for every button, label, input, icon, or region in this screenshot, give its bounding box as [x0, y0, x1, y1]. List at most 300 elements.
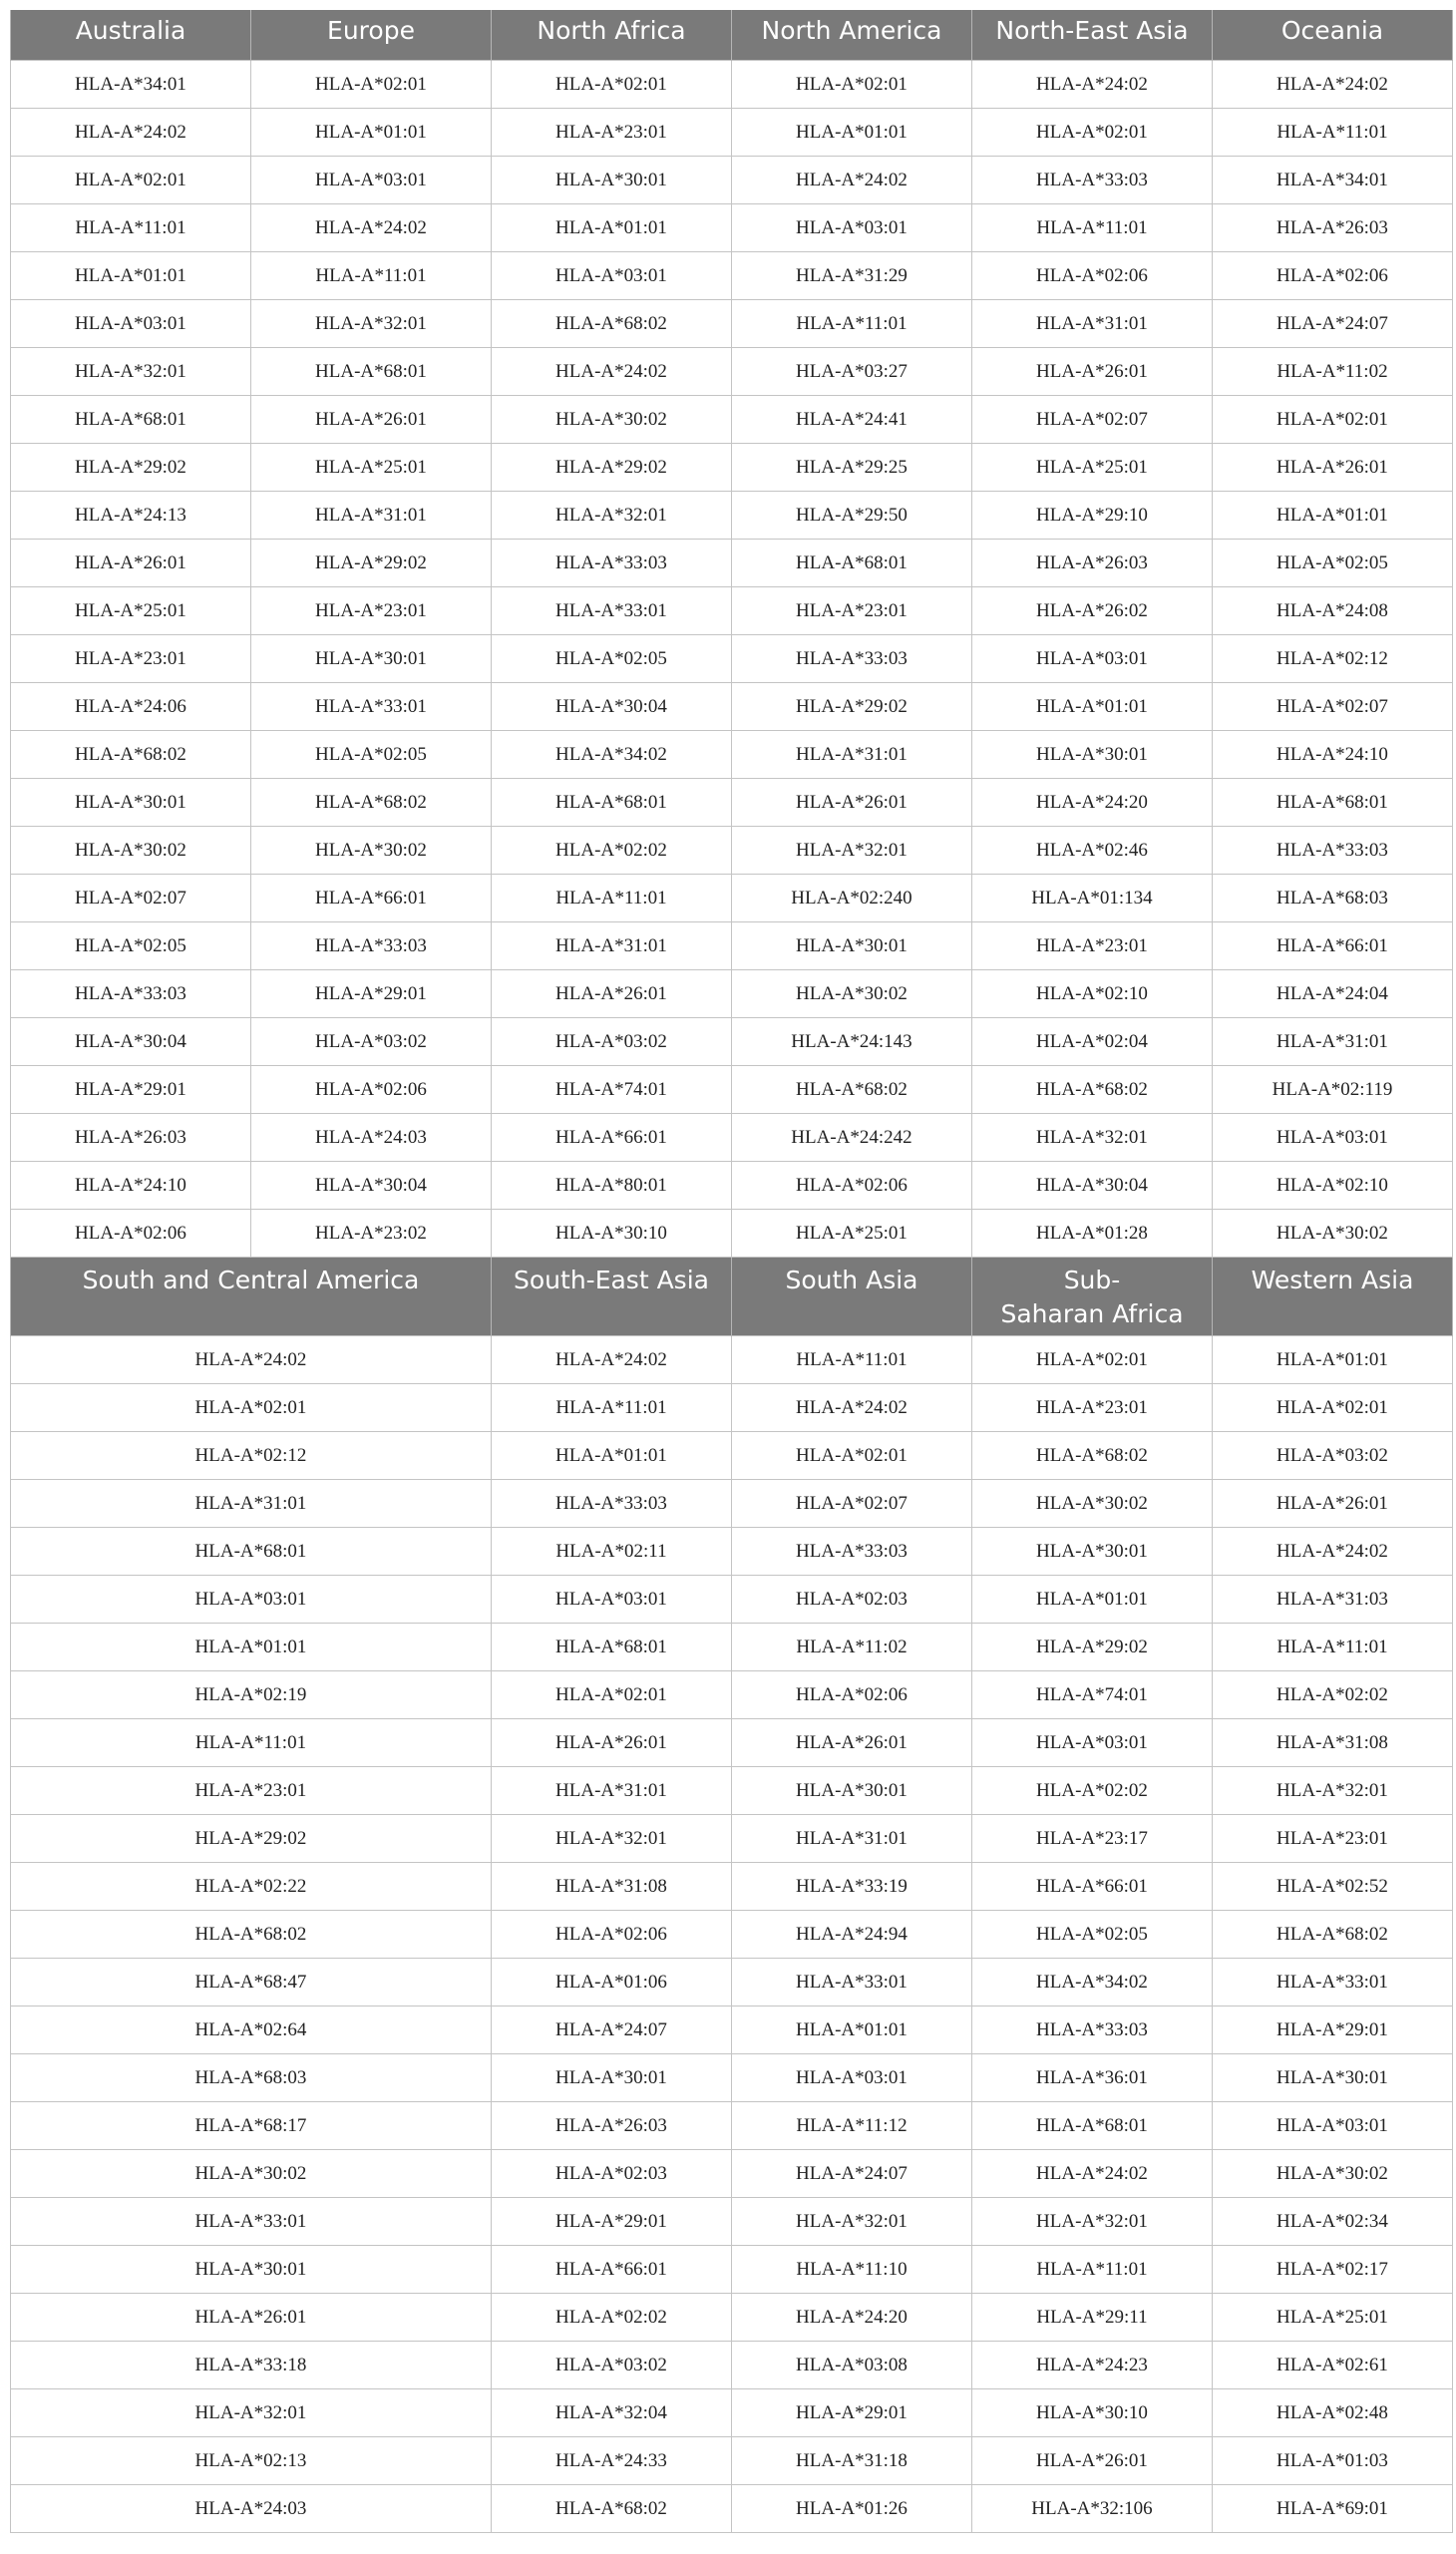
allele-cell: HLA-A*33:03: [732, 635, 972, 683]
allele-cell: HLA-A*24:07: [492, 2007, 732, 2054]
allele-cell: HLA-A*33:19: [732, 1863, 972, 1911]
allele-cell: HLA-A*31:01: [1213, 1018, 1453, 1066]
allele-cell: HLA-A*11:01: [732, 300, 972, 348]
allele-cell: HLA-A*01:01: [732, 109, 972, 157]
allele-cell: HLA-A*02:05: [492, 635, 732, 683]
table-row: [11, 1210, 1453, 1258]
allele-cell: HLA-A*02:05: [1213, 540, 1453, 587]
allele-cell: HLA-A*02:119: [1213, 1066, 1453, 1114]
allele-cell: HLA-A*02:03: [492, 2150, 732, 2198]
allele-cell: HLA-A*30:02: [492, 396, 732, 444]
allele-cell: HLA-A*30:01: [1213, 2054, 1453, 2102]
allele-cell: HLA-A*02:01: [251, 61, 492, 109]
allele-cell: HLA-A*01:01: [972, 1576, 1213, 1624]
allele-cell: HLA-A*24:02: [251, 204, 492, 252]
header-row: [11, 1258, 1453, 1336]
table-row: [11, 2342, 1453, 2389]
allele-cell: HLA-A*02:19: [11, 1671, 492, 1719]
allele-cell: HLA-A*24:242: [732, 1114, 972, 1162]
table-row: [11, 300, 1453, 348]
allele-cell: HLA-A*02:61: [1213, 2342, 1453, 2389]
table-row: [11, 1336, 1453, 1384]
allele-cell: HLA-A*02:02: [492, 827, 732, 875]
allele-cell: HLA-A*30:01: [972, 1528, 1213, 1576]
allele-cell: HLA-A*68:02: [492, 2485, 732, 2533]
allele-cell: HLA-A*74:01: [972, 1671, 1213, 1719]
allele-cell: HLA-A*29:01: [11, 1066, 251, 1114]
allele-cell: HLA-A*03:01: [1213, 1114, 1453, 1162]
table-row: [11, 2294, 1453, 2342]
allele-cell: HLA-A*33:01: [251, 683, 492, 731]
allele-cell: HLA-A*68:02: [732, 1066, 972, 1114]
allele-cell: HLA-A*30:10: [492, 1210, 732, 1258]
allele-cell: HLA-A*33:03: [972, 2007, 1213, 2054]
table-row: [11, 587, 1453, 635]
allele-cell: HLA-A*02:01: [11, 1384, 492, 1432]
allele-cell: HLA-A*24:08: [1213, 587, 1453, 635]
allele-cell: HLA-A*24:20: [732, 2294, 972, 2342]
table-row: [11, 1018, 1453, 1066]
allele-cell: HLA-A*02:52: [1213, 1863, 1453, 1911]
allele-cell: HLA-A*68:01: [11, 1528, 492, 1576]
hla-allele-table: [10, 10, 1452, 2533]
allele-cell: HLA-A*02:06: [251, 1066, 492, 1114]
allele-cell: HLA-A*01:01: [972, 683, 1213, 731]
allele-cell: HLA-A*26:03: [11, 1114, 251, 1162]
allele-cell: HLA-A*03:02: [251, 1018, 492, 1066]
allele-cell: HLA-A*24:33: [492, 2437, 732, 2485]
allele-cell: HLA-A*11:01: [732, 1336, 972, 1384]
allele-cell: HLA-A*32:01: [11, 348, 251, 396]
allele-cell: HLA-A*02:64: [11, 2007, 492, 2054]
allele-cell: HLA-A*74:01: [492, 1066, 732, 1114]
allele-cell: HLA-A*31:01: [732, 1815, 972, 1863]
allele-cell: HLA-A*34:02: [492, 731, 732, 779]
allele-cell: HLA-A*33:03: [492, 1480, 732, 1528]
allele-cell: HLA-A*31:01: [732, 731, 972, 779]
allele-cell: HLA-A*31:01: [492, 922, 732, 970]
allele-cell: HLA-A*23:01: [11, 635, 251, 683]
allele-cell: HLA-A*68:01: [11, 396, 251, 444]
allele-cell: HLA-A*26:03: [1213, 204, 1453, 252]
allele-cell: HLA-A*24:23: [972, 2342, 1213, 2389]
allele-cell: HLA-A*11:12: [732, 2102, 972, 2150]
allele-cell: HLA-A*24:10: [1213, 731, 1453, 779]
allele-cell: HLA-A*24:04: [1213, 970, 1453, 1018]
allele-cell: HLA-A*32:01: [972, 1114, 1213, 1162]
allele-cell: HLA-A*03:01: [972, 1719, 1213, 1767]
column-header-south-and-central-america: South and Central America: [11, 1258, 492, 1336]
table-row: [11, 540, 1453, 587]
allele-cell: HLA-A*11:01: [492, 1384, 732, 1432]
column-header-north-africa: North Africa: [492, 10, 732, 61]
allele-cell: HLA-A*03:01: [492, 1576, 732, 1624]
allele-cell: HLA-A*01:01: [1213, 1336, 1453, 1384]
allele-cell: HLA-A*36:01: [972, 2054, 1213, 2102]
allele-cell: HLA-A*26:01: [251, 396, 492, 444]
allele-cell: HLA-A*02:01: [492, 61, 732, 109]
allele-cell: HLA-A*68:02: [251, 779, 492, 827]
allele-cell: HLA-A*32:01: [251, 300, 492, 348]
allele-cell: HLA-A*01:01: [251, 109, 492, 157]
allele-cell: HLA-A*24:07: [1213, 300, 1453, 348]
allele-cell: HLA-A*24:20: [972, 779, 1213, 827]
allele-cell: HLA-A*24:02: [972, 61, 1213, 109]
allele-cell: HLA-A*02:22: [11, 1863, 492, 1911]
region-allele-table: [10, 10, 1453, 2533]
table-row: [11, 970, 1453, 1018]
allele-cell: HLA-A*01:01: [732, 2007, 972, 2054]
allele-cell: HLA-A*02:05: [972, 1911, 1213, 1959]
allele-cell: HLA-A*31:01: [972, 300, 1213, 348]
allele-cell: HLA-A*30:02: [972, 1480, 1213, 1528]
table-row: [11, 1671, 1453, 1719]
allele-cell: HLA-A*31:01: [11, 1480, 492, 1528]
allele-cell: HLA-A*25:01: [1213, 2294, 1453, 2342]
allele-cell: HLA-A*11:02: [732, 1624, 972, 1671]
allele-cell: HLA-A*26:01: [492, 970, 732, 1018]
allele-cell: HLA-A*25:01: [251, 444, 492, 492]
allele-cell: HLA-A*30:04: [11, 1018, 251, 1066]
allele-cell: HLA-A*68:02: [492, 300, 732, 348]
allele-cell: HLA-A*11:01: [11, 204, 251, 252]
allele-cell: HLA-A*66:01: [251, 875, 492, 922]
allele-cell: HLA-A*29:02: [251, 540, 492, 587]
column-header-south-asia: South Asia: [732, 1258, 972, 1336]
allele-cell: HLA-A*01:01: [1213, 492, 1453, 540]
table-row: [11, 1719, 1453, 1767]
table-row: [11, 1767, 1453, 1815]
allele-cell: HLA-A*68:02: [11, 731, 251, 779]
allele-cell: HLA-A*29:02: [972, 1624, 1213, 1671]
table-row: [11, 779, 1453, 827]
allele-cell: HLA-A*11:01: [1213, 109, 1453, 157]
allele-cell: HLA-A*24:94: [732, 1911, 972, 1959]
allele-cell: HLA-A*32:01: [972, 2198, 1213, 2246]
allele-cell: HLA-A*24:02: [492, 1336, 732, 1384]
allele-cell: HLA-A*33:01: [492, 587, 732, 635]
allele-cell: HLA-A*11:01: [972, 204, 1213, 252]
allele-cell: HLA-A*02:12: [1213, 635, 1453, 683]
allele-cell: HLA-A*26:01: [732, 1719, 972, 1767]
allele-cell: HLA-A*11:01: [251, 252, 492, 300]
allele-cell: HLA-A*68:02: [1213, 1911, 1453, 1959]
allele-cell: HLA-A*30:04: [972, 1162, 1213, 1210]
allele-cell: HLA-A*26:02: [972, 587, 1213, 635]
allele-cell: HLA-A*24:10: [11, 1162, 251, 1210]
table-row: [11, 2054, 1453, 2102]
table-row: [11, 204, 1453, 252]
allele-cell: HLA-A*23:02: [251, 1210, 492, 1258]
allele-cell: HLA-A*29:02: [492, 444, 732, 492]
allele-cell: HLA-A*68:17: [11, 2102, 492, 2150]
allele-cell: HLA-A*02:01: [492, 1671, 732, 1719]
allele-cell: HLA-A*26:03: [972, 540, 1213, 587]
allele-cell: HLA-A*66:01: [492, 1114, 732, 1162]
allele-cell: HLA-A*02:07: [732, 1480, 972, 1528]
allele-cell: HLA-A*02:10: [972, 970, 1213, 1018]
allele-cell: HLA-A*02:06: [1213, 252, 1453, 300]
allele-cell: HLA-A*24:03: [251, 1114, 492, 1162]
allele-cell: HLA-A*23:01: [11, 1767, 492, 1815]
allele-cell: HLA-A*26:01: [972, 2437, 1213, 2485]
allele-cell: HLA-A*31:29: [732, 252, 972, 300]
allele-cell: HLA-A*30:04: [251, 1162, 492, 1210]
allele-cell: HLA-A*34:02: [972, 1959, 1213, 2007]
allele-cell: HLA-A*68:02: [972, 1432, 1213, 1480]
allele-cell: HLA-A*03:08: [732, 2342, 972, 2389]
allele-cell: HLA-A*32:01: [492, 1815, 732, 1863]
allele-cell: HLA-A*23:01: [972, 1384, 1213, 1432]
allele-cell: HLA-A*02:17: [1213, 2246, 1453, 2294]
table-row: [11, 1384, 1453, 1432]
allele-cell: HLA-A*29:50: [732, 492, 972, 540]
allele-cell: HLA-A*29:01: [1213, 2007, 1453, 2054]
allele-cell: HLA-A*30:10: [972, 2389, 1213, 2437]
allele-cell: HLA-A*02:02: [492, 2294, 732, 2342]
allele-cell: HLA-A*01:28: [972, 1210, 1213, 1258]
allele-cell: HLA-A*31:08: [492, 1863, 732, 1911]
allele-cell: HLA-A*26:01: [11, 540, 251, 587]
allele-cell: HLA-A*02:06: [972, 252, 1213, 300]
allele-cell: HLA-A*66:01: [972, 1863, 1213, 1911]
allele-cell: HLA-A*02:05: [251, 731, 492, 779]
allele-cell: HLA-A*01:01: [11, 1624, 492, 1671]
table-row: [11, 922, 1453, 970]
table-row: [11, 2437, 1453, 2485]
allele-cell: HLA-A*34:01: [11, 61, 251, 109]
allele-cell: HLA-A*33:03: [11, 970, 251, 1018]
table-row: [11, 2389, 1453, 2437]
table-row: [11, 396, 1453, 444]
allele-cell: HLA-A*01:134: [972, 875, 1213, 922]
allele-cell: HLA-A*30:02: [1213, 2150, 1453, 2198]
allele-cell: HLA-A*02:04: [972, 1018, 1213, 1066]
allele-cell: HLA-A*33:03: [732, 1528, 972, 1576]
allele-cell: HLA-A*34:01: [1213, 157, 1453, 204]
table-row: [11, 731, 1453, 779]
allele-cell: HLA-A*33:03: [492, 540, 732, 587]
allele-cell: HLA-A*68:01: [492, 779, 732, 827]
allele-cell: HLA-A*02:07: [1213, 683, 1453, 731]
allele-cell: HLA-A*02:06: [11, 1210, 251, 1258]
allele-cell: HLA-A*24:02: [492, 348, 732, 396]
allele-cell: HLA-A*26:03: [492, 2102, 732, 2150]
allele-cell: HLA-A*31:01: [251, 492, 492, 540]
table-row: [11, 1911, 1453, 1959]
allele-cell: HLA-A*02:06: [732, 1162, 972, 1210]
allele-cell: HLA-A*02:10: [1213, 1162, 1453, 1210]
allele-cell: HLA-A*66:01: [1213, 922, 1453, 970]
allele-cell: HLA-A*30:01: [732, 922, 972, 970]
allele-cell: HLA-A*30:02: [11, 2150, 492, 2198]
allele-cell: HLA-A*23:01: [972, 922, 1213, 970]
allele-cell: HLA-A*01:26: [732, 2485, 972, 2533]
table-row: [11, 1480, 1453, 1528]
allele-cell: HLA-A*02:01: [732, 61, 972, 109]
table-row: [11, 1863, 1453, 1911]
allele-cell: HLA-A*11:01: [972, 2246, 1213, 2294]
allele-cell: HLA-A*32:01: [1213, 1767, 1453, 1815]
allele-cell: HLA-A*29:01: [732, 2389, 972, 2437]
allele-cell: HLA-A*02:07: [972, 396, 1213, 444]
table-row: [11, 2007, 1453, 2054]
table-row: [11, 2485, 1453, 2533]
table-row: [11, 348, 1453, 396]
column-header-europe: Europe: [251, 10, 492, 61]
allele-cell: HLA-A*68:47: [11, 1959, 492, 2007]
allele-cell: HLA-A*02:07: [11, 875, 251, 922]
allele-cell: HLA-A*24:02: [732, 1384, 972, 1432]
allele-cell: HLA-A*29:25: [732, 444, 972, 492]
allele-cell: HLA-A*33:18: [11, 2342, 492, 2389]
allele-cell: HLA-A*02:06: [732, 1671, 972, 1719]
table-row: [11, 109, 1453, 157]
allele-cell: HLA-A*29:02: [732, 683, 972, 731]
table-row: [11, 2198, 1453, 2246]
allele-cell: HLA-A*26:01: [732, 779, 972, 827]
allele-cell: HLA-A*24:41: [732, 396, 972, 444]
allele-cell: HLA-A*11:01: [11, 1719, 492, 1767]
allele-cell: HLA-A*23:17: [972, 1815, 1213, 1863]
allele-cell: HLA-A*66:01: [492, 2246, 732, 2294]
table-row: [11, 683, 1453, 731]
allele-cell: HLA-A*02:01: [11, 157, 251, 204]
allele-cell: HLA-A*23:01: [1213, 1815, 1453, 1863]
allele-cell: HLA-A*03:01: [1213, 2102, 1453, 2150]
allele-cell: HLA-A*26:01: [492, 1719, 732, 1767]
allele-cell: HLA-A*02:34: [1213, 2198, 1453, 2246]
allele-cell: HLA-A*03:01: [732, 204, 972, 252]
allele-cell: HLA-A*01:06: [492, 1959, 732, 2007]
allele-cell: HLA-A*01:01: [11, 252, 251, 300]
allele-cell: HLA-A*02:13: [11, 2437, 492, 2485]
allele-cell: HLA-A*68:03: [1213, 875, 1453, 922]
allele-cell: HLA-A*30:01: [732, 1767, 972, 1815]
allele-cell: HLA-A*31:03: [1213, 1576, 1453, 1624]
allele-cell: HLA-A*02:240: [732, 875, 972, 922]
allele-cell: HLA-A*31:01: [492, 1767, 732, 1815]
allele-cell: HLA-A*02:02: [1213, 1671, 1453, 1719]
allele-cell: HLA-A*30:04: [492, 683, 732, 731]
allele-cell: HLA-A*26:01: [1213, 444, 1453, 492]
allele-cell: HLA-A*30:02: [11, 827, 251, 875]
allele-cell: HLA-A*24:02: [1213, 61, 1453, 109]
allele-cell: HLA-A*01:01: [492, 204, 732, 252]
allele-cell: HLA-A*68:01: [1213, 779, 1453, 827]
allele-cell: HLA-A*33:01: [732, 1959, 972, 2007]
allele-cell: HLA-A*25:01: [732, 1210, 972, 1258]
allele-cell: HLA-A*11:01: [1213, 1624, 1453, 1671]
allele-cell: HLA-A*01:01: [492, 1432, 732, 1480]
table-row: [11, 2246, 1453, 2294]
allele-cell: HLA-A*24:13: [11, 492, 251, 540]
allele-cell: HLA-A*32:01: [732, 2198, 972, 2246]
allele-cell: HLA-A*68:02: [11, 1911, 492, 1959]
column-header-sub-saharan-africa: Sub- Saharan Africa: [972, 1258, 1213, 1336]
allele-cell: HLA-A*68:01: [492, 1624, 732, 1671]
allele-cell: HLA-A*02:01: [1213, 396, 1453, 444]
allele-cell: HLA-A*69:01: [1213, 2485, 1453, 2533]
allele-cell: HLA-A*23:01: [732, 587, 972, 635]
allele-cell: HLA-A*68:01: [251, 348, 492, 396]
allele-cell: HLA-A*33:03: [1213, 827, 1453, 875]
allele-cell: HLA-A*03:02: [1213, 1432, 1453, 1480]
table-row: [11, 1528, 1453, 1576]
allele-cell: HLA-A*03:02: [492, 2342, 732, 2389]
allele-cell: HLA-A*02:05: [11, 922, 251, 970]
allele-cell: HLA-A*33:03: [251, 922, 492, 970]
allele-cell: HLA-A*32:04: [492, 2389, 732, 2437]
allele-cell: HLA-A*68:01: [732, 540, 972, 587]
allele-cell: HLA-A*02:46: [972, 827, 1213, 875]
allele-cell: HLA-A*30:02: [251, 827, 492, 875]
column-header-south-east-asia: South-East Asia: [492, 1258, 732, 1336]
allele-cell: HLA-A*24:02: [11, 109, 251, 157]
allele-cell: HLA-A*29:02: [11, 444, 251, 492]
allele-cell: HLA-A*68:03: [11, 2054, 492, 2102]
table-row: [11, 1432, 1453, 1480]
allele-cell: HLA-A*29:01: [251, 970, 492, 1018]
allele-cell: HLA-A*80:01: [492, 1162, 732, 1210]
table-row: [11, 1815, 1453, 1863]
allele-cell: HLA-A*24:03: [11, 2485, 492, 2533]
table-row: [11, 157, 1453, 204]
allele-cell: HLA-A*24:02: [732, 157, 972, 204]
allele-cell: HLA-A*30:02: [1213, 1210, 1453, 1258]
allele-cell: HLA-A*68:02: [972, 1066, 1213, 1114]
allele-cell: HLA-A*26:01: [1213, 1480, 1453, 1528]
allele-cell: HLA-A*01:03: [1213, 2437, 1453, 2485]
table-row: [11, 444, 1453, 492]
allele-cell: HLA-A*02:03: [732, 1576, 972, 1624]
allele-cell: HLA-A*24:02: [11, 1336, 492, 1384]
table-row: [11, 1576, 1453, 1624]
allele-cell: HLA-A*11:02: [1213, 348, 1453, 396]
table-row: [11, 875, 1453, 922]
allele-cell: HLA-A*26:01: [11, 2294, 492, 2342]
allele-cell: HLA-A*11:01: [492, 875, 732, 922]
allele-cell: HLA-A*03:01: [492, 252, 732, 300]
allele-cell: HLA-A*03:01: [972, 635, 1213, 683]
allele-cell: HLA-A*25:01: [11, 587, 251, 635]
allele-cell: HLA-A*32:01: [492, 492, 732, 540]
allele-cell: HLA-A*24:07: [732, 2150, 972, 2198]
table-row: [11, 1066, 1453, 1114]
table-row: [11, 2102, 1453, 2150]
allele-cell: HLA-A*23:01: [251, 587, 492, 635]
allele-cell: HLA-A*02:01: [1213, 1384, 1453, 1432]
column-header-north-america: North America: [732, 10, 972, 61]
allele-cell: HLA-A*03:02: [492, 1018, 732, 1066]
allele-cell: HLA-A*29:01: [492, 2198, 732, 2246]
allele-cell: HLA-A*03:01: [732, 2054, 972, 2102]
table-row: [11, 492, 1453, 540]
allele-cell: HLA-A*31:18: [732, 2437, 972, 2485]
allele-cell: HLA-A*68:01: [972, 2102, 1213, 2150]
header-row: [11, 10, 1453, 61]
allele-cell: HLA-A*24:06: [11, 683, 251, 731]
table-row: [11, 61, 1453, 109]
allele-cell: HLA-A*30:01: [492, 2054, 732, 2102]
allele-cell: HLA-A*24:143: [732, 1018, 972, 1066]
allele-cell: HLA-A*02:02: [972, 1767, 1213, 1815]
allele-cell: HLA-A*02:11: [492, 1528, 732, 1576]
allele-cell: HLA-A*02:12: [11, 1432, 492, 1480]
table-row: [11, 1959, 1453, 2007]
column-header-oceania: Oceania: [1213, 10, 1453, 61]
allele-cell: HLA-A*30:01: [972, 731, 1213, 779]
